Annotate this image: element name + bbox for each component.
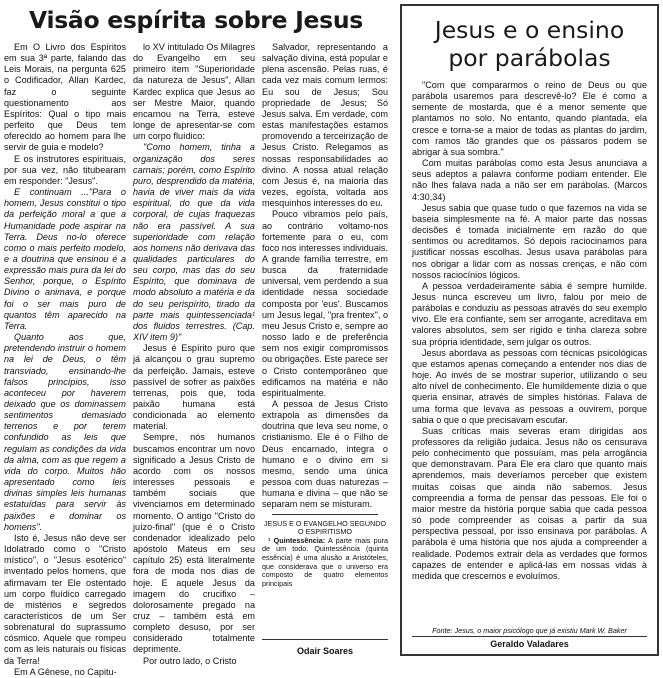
quote-paragraph: E continuam ..."Para o homem, Jesus constitui o tipo da perfeição moral a que a Humanidade pode aspirar na Terra. Deus no-lo oferece como o mais perfeito modelo, e a doutrina que ensinou é a expressão mais pura da lei do Senhor, porque, o Espírito Divino o animava, e porque foi o ser mais puro de quantos têm aparecido na Terra. [4,187,126,331]
paragraph: Pouco vibramos pelo país, ao contrário voltamo-nos fortemente para o eu, com foco nos interesses individuais. A grande família terrestre, em busca da fraternidade universal, vem perdendo a sua identidade nessa sociedade composta por 'eus'. Buscamos um Jesus legal, "pra frentex", o meu Jesus Cristo e, sempre ao nosso lado e de preferência sem nos exigir compromissos ou obrigações. Este parece ser o Cristo contemporâneo que edificamos na matéria e não espiritualmente. [262,209,388,398]
author-divider [412,636,647,637]
quote-paragraph: Quanto aos que, pretendendo instruir o homem na lei de Deus, o têm transviado, ensinando-lhe falsos princípios, isso aconteceu por haverem deixado que os dominassem sentimentos demasiado terrenos e por terem confundido as leis que regulam as condições da vida da alma, com as que regem a vida do corpo. Muitos hão apresentado como leis divinas simples leis humanas estatuídas para servir às paixões e dominar os homens". [4,332,126,532]
paragraph: lo XV intitulado Os Milagres do Evangelho em seu primeiro item "Superioridade da natureza de Jesus", Allan Kardec explica que Jesus ao ser Mestre Maior, quando encarnou na Terra, esteve longe de apresentar-se com um corpo fluídico: [133,42,255,142]
article-column-1 [4,42,126,678]
article-title [404,16,655,72]
quote-paragraph: "Como homem, tinha a organização dos seres carnais; porém, como Espírito puro, desprendido da matéria, havia de viver mais da vida espiritual, do que da vida corporal, de cujas fraquezas não era passível. A sua superioridade com relação aos homens não derivava das qualidades particulares do seu corpo, mas das do seu Espírito, que dominava de modo absoluto a matéria e da do seu perispírito, tirado da parte mais quintessenciada¹ dos fluidos terrestres. (Cap. XIV item 9)" [133,142,255,343]
paragraph: Por outro lado, o Cristo [143,655,237,666]
article-author: Geraldo Valadares [490,639,569,649]
title-line-1: Jesus e o ensino [434,16,625,44]
article-column-2 [133,42,255,667]
paragraph: Jesus abordava as pessoas com técnicas psicológicas que estamos apenas começando a entender nos dias de hoje. Ao invés de se mostrar superior, utilizando o seu alto nível de conhecimento. Ele humildemente dizia o que queria ensinar, através de simples histórias. Falava de uma forma que levava as pessoas a ouvirem, porque sabia o que o que precisavam escutar. [412,347,647,425]
paragraph: A pessoa verdadeiramente sábia é sempre humilde. Jesus nunca escreveu um livro, falou por meio de parábolas e conduziu as pessoas através do seu exemplo vivo. Ele era confiante, sem ser arrogante, acreditava em valores absolutos, sem ser rígido e tinha clareza sobre sua própria identidade, sem julgar os outros. [412,280,647,347]
footnote-term: ¹ Quintessência: [268,535,326,545]
article-author: Odair Soares [296,646,354,656]
paragraph: Sempre, nós humanos buscamos encontrar um novo significado a Jesus Cristo de acordo com os nossos interesses pessoais e também sociais que vivenciamos em determinado momento. O antigo "Cristo do juízo-final" (que é o Cristo condenador idealizado pelo apóstolo Mateus em seu capítulo 25) está literalmente fora de moda nos dias de hoje. E aquele Jesus da imagem do crucifixo – dolorosamente pregado na cruz – também está em completo desuso, por ser considerado totalmente deprimente. [133,432,255,655]
footnote-divider [272,514,378,515]
article-column-3 [262,42,388,588]
footnote-text: A parte mais pura de um todo. Quintessência (quinta essência) é uma alusão a Aristóteles, que considerava que o universo era composto de quatro elementos principais [262,535,388,588]
paragraph: Em O Livro dos Espíritos em sua 3ª parte, falando das Leis Morais, na pergunta 625 o Codificador, Allan Kardec, faz o seguinte questionamento aos Espíritos: Qual o tipo mais perfeito que Deus tem oferecido ao homem para lhe servir de guia e modelo? [4,42,126,153]
paragraph: Jesus sabia que quase tudo o que fazemos na vida se baseia simplesmente na fé. A maior parte das nossas decisões é tomada inicialmente em razão do que sentimos ou acreditamos. Só depois raciocinamos para justificar nossas escolhas. Jesus usava parábolas para nos obrigar a lidar com as nossas crenças, e não com nossos raciocínios lógicos. [412,202,647,280]
right-article-box [400,4,659,656]
source-citation: Fonte: Jesus, o maior psicólogo que já existiu Mark W. Baker [432,626,627,635]
paragraph: Com muitas parábolas como esta Jesus anunciava a seus adeptos a palavra conforme podiam entender. Ele não lhes falava nada a não ser em parábolas. (Marcos 4:30,34) [412,158,647,202]
paragraph: Jesus é Espírito puro que já alcançou o grau supremo da perfeição. Jamais, esteve passível de sofrer as paixões terrenas, pois que, toda paixão humana está condicionada ao elemento material. [133,343,255,432]
paragraph: Suas críticas mais severas eram dirigidas aos professores da religião judaica. Jesus não os censurava pelo conhecimento que possuíam, mas pela arrogância que demonstravam. Para Ele era claro que quanto mais aprendemos, mais deveríamos perceber que existem muitas coisas que ainda não sabemos. Jesus compreendia a forma de pensar das pessoas. Ele foi o maior mestre da história porque sabia que cada pessoa só pode compreender as coisas a partir da sua perspectiva pessoal, por isso ensinava por parábolas. A parábola é uma história que nos ajuda a compreender a realidade. Podemos extrair dela as verdades que formos capazes de entender e aplicá-las em nossas vidas à medida que crescemos e evoluímos. [412,425,647,581]
paragraph: Em A Gênese, no Capitu- [14,666,117,677]
article-body [412,80,647,582]
paragraph: "Com que compararmos o reino de Deus ou que parábola usaremos para descrevê-lo? Ele é como a semente de mostarda, que é a menor semente que plantamos no solo. No entanto, quando plantada, ela cresce e torna-se a maior de todas as plantas do jardim, com ramos tão grandes que os pássaros podem se abrigar à sua sombra." [412,80,647,157]
footnote-heading: JESUS E O EVANGELHO SEGUNDO O ESPIRITISMO [263,518,387,537]
title-line-2: por parábolas [448,44,611,72]
footnote [262,537,388,589]
author-divider [262,639,388,640]
article-title: Visão espírita sobre Jesus [29,6,363,34]
paragraph: A pessoa de Jesus Cristo extrapola as dimensões da doutrina que leva seu nome, o cristianismo. Ele é o Filho de Deus encarnado, integra o humano e o divino em si mesmo, sendo uma única pessoa com duas naturezas – humana e divina – que não se separam nem se misturam. [262,399,388,510]
paragraph: Salvador, representando a salvação divina, está popular e plena ascensão. Pelas ruas, é cada vez mais comum lermos: Eu sou de Jesus; Sou propriedade de Jesus; Só Jesus salva. Em verdade, com estas manifestações estamos promovendo a terceirização de Jesus Cristo. Relegamos as nossas responsabilidades ao divino. A nossa atual relação com Jesus é, na maioria das vezes, egoísta, voltada aos mesquinhos interesses do eu. [262,42,388,209]
paragraph: Isto é, Jesus não deve ser Idolatrado como o "Cristo místico", o "Jesus esotérico" inventado pelos homens, que afirmavam ter Ele ostentado um corpo fluídico carregado de mistérios e segredos característicos de um Ser sobrenatural do suprassumo cósmico. Aquele que rompeu com as leis naturais ou físicas da Terra! [4,532,126,666]
paragraph: E os instrutores espirituais, por sua vez, não titubearam em responder: "Jesus". [4,153,126,186]
